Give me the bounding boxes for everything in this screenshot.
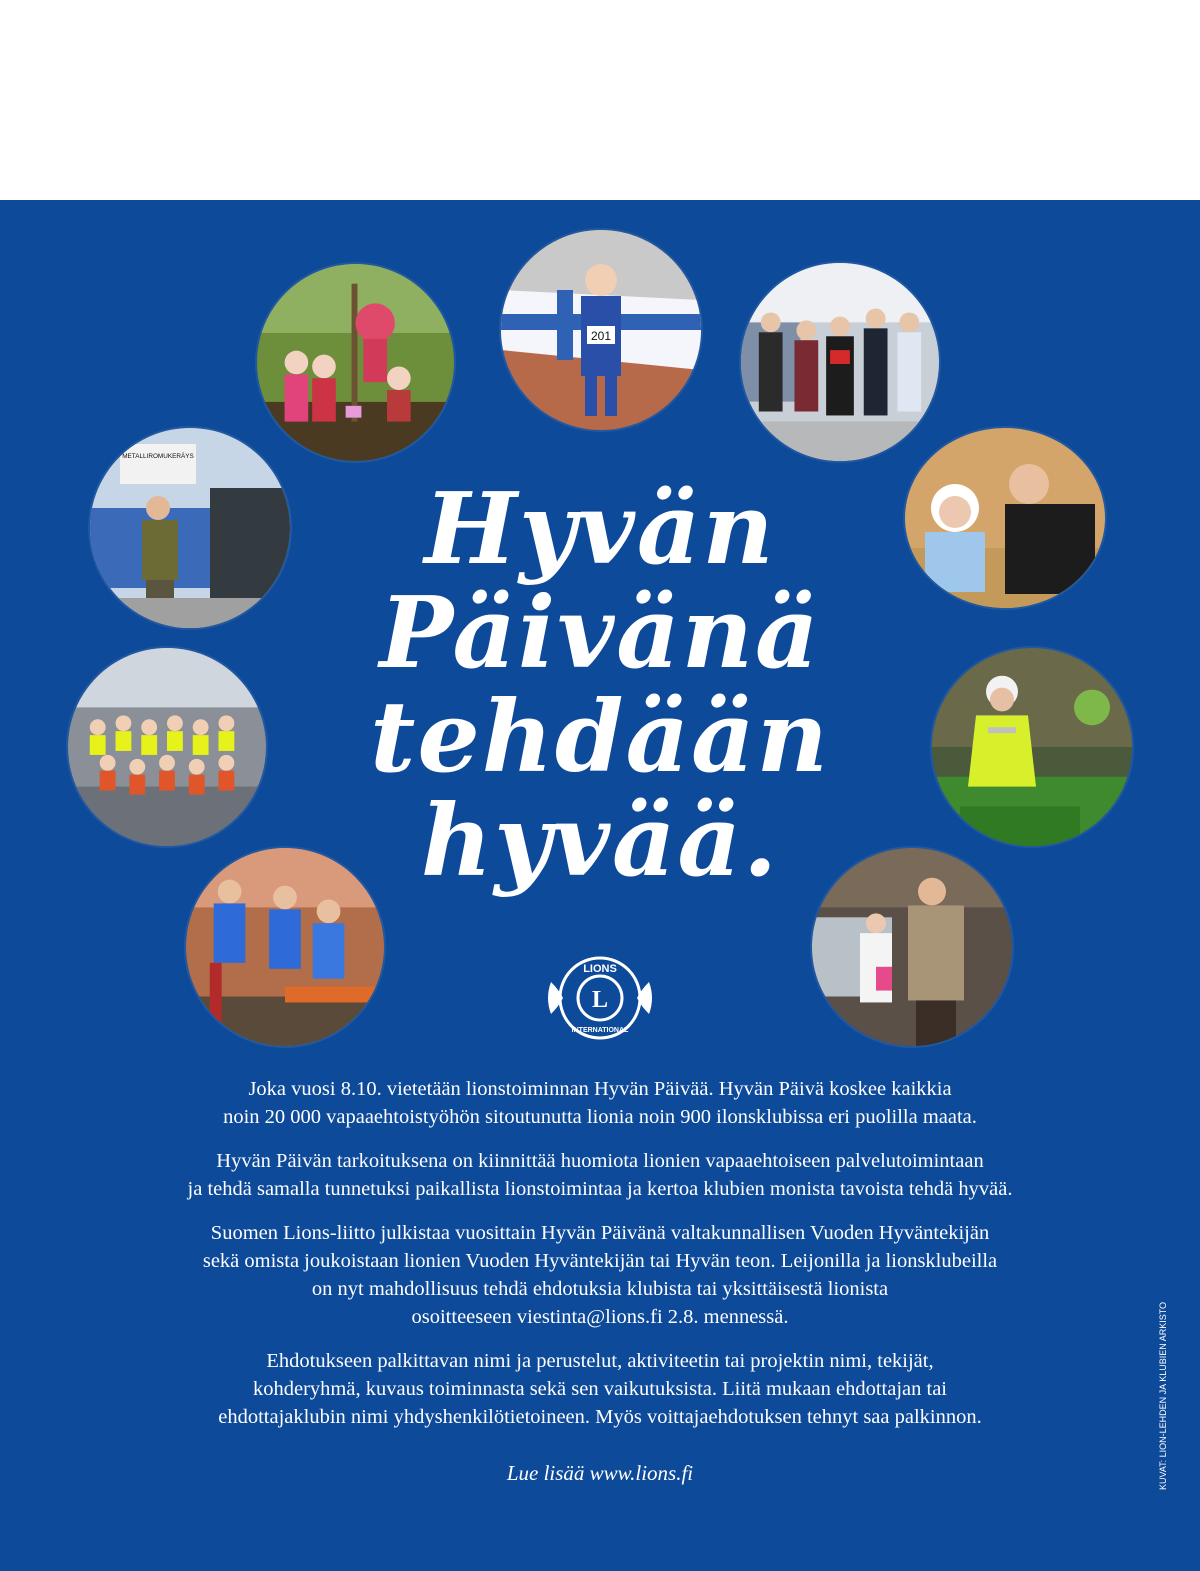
photo-elderly-visit — [905, 428, 1105, 608]
headline-line-4: hyvää. — [420, 784, 780, 899]
p4-line-1: Ehdotukseen palkittavan nimi ja perustelut, aktiviteetin tai projektin nimi, tekijät, — [266, 1350, 934, 1372]
p4-line-2: kohderyhmä, kuvaus toiminnasta sekä sen vaikutuksista. Liitä mukaan ehdottajan tai — [253, 1378, 947, 1400]
photo-tree-planting — [257, 264, 454, 461]
logo-letter: L — [591, 987, 609, 1013]
p3-line-1: Suomen Lions-liitto julkistaa vuosittain Hyvän Päivänä valtakunnallisen Vuoden Hyväntekijän — [210, 1222, 990, 1244]
bib-number: 201 — [590, 329, 612, 343]
paragraph-3 — [60, 1219, 1140, 1331]
logo-top-text: LIONS — [583, 963, 617, 975]
p2-line-2: ja tehdä samalla tunnetuksi paikallista lionstoimintaa ja kertoa klubien monista tavoista tehdä hyvää. — [187, 1178, 1013, 1200]
photo-nature-cleanup — [932, 648, 1132, 846]
p3-line-3: on nyt mahdollisuus tehdä ehdotuksia klubista tai yksittäisestä lionista — [311, 1278, 889, 1300]
p3-line-4: osoitteeseen viestinta@lions.fi 2.8. mennessä. — [411, 1306, 789, 1328]
headline — [300, 472, 900, 899]
photo-school-kids — [68, 648, 266, 846]
collection-sign: METALLIROMUKERÄYS — [122, 453, 194, 460]
top-margin — [0, 0, 1200, 200]
headline-line-3: tehdään — [370, 680, 830, 795]
paragraph-2 — [60, 1147, 1140, 1203]
p1-line-1: Joka vuosi 8.10. vietetään lionstoiminnan Hyvän Päivää. Hyvän Päivä koskee kaikkia — [248, 1078, 952, 1100]
photo-girl-flag — [501, 230, 701, 430]
read-more-link[interactable]: Lue lisää www.lions.fi — [506, 1461, 694, 1485]
photo-credit: KUVAT: LION-LEHDEN JA KLUBIEN ARKISTO — [1158, 1301, 1168, 1490]
body-text — [60, 1075, 1140, 1447]
p1-line-2: noin 20 000 vapaaehtoistyöhön sitoutunutta lionia noin 900 ilonsklubissa eri puolilla maata. — [223, 1106, 977, 1128]
paragraph-4 — [60, 1347, 1140, 1431]
p4-line-3: ehdottajaklubin nimi yhdyshenkilötietoineen. Myös voittajaehdotuksen tehnyt saa palkinnon. — [218, 1406, 982, 1428]
photo-store-group — [741, 263, 939, 461]
headline-line-1: Hyvän — [424, 472, 776, 587]
photo-metal-collection — [90, 428, 290, 628]
lions-international-logo — [541, 944, 659, 1052]
p3-line-2: sekä omista joukoistaan lionien Vuoden Hyväntekijän tai Hyvän teon. Leijonilla ja lionsklubeilla — [202, 1250, 998, 1272]
p2-line-1: Hyvän Päivän tarkoituksena on kiinnittää huomiota lionien vapaaehtoiseen palvelutoimintaan — [216, 1150, 984, 1172]
paragraph-1 — [60, 1075, 1140, 1131]
logo-bottom-text: INTERNATIONAL — [571, 1027, 629, 1034]
headline-line-2: Päivänä — [379, 576, 821, 691]
